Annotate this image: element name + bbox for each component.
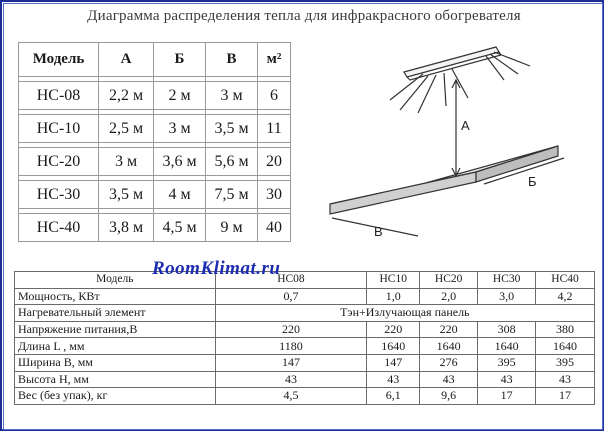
- table-cell: 2,2 м: [99, 82, 154, 110]
- table-cell: 147: [367, 354, 420, 371]
- floor-slab-top: [330, 146, 558, 204]
- dimension-table-header: [19, 43, 291, 77]
- table-cell: 7,5 м: [206, 181, 258, 209]
- row-label: Напряжение питания,В: [15, 321, 216, 338]
- table-cell: 6: [258, 82, 291, 110]
- table-cell: 40: [258, 214, 291, 242]
- radiation-ray: [390, 74, 423, 100]
- table-cell: 4,5 м: [154, 214, 206, 242]
- header-cell: НС20: [420, 272, 478, 289]
- table-cell: 4 м: [154, 181, 206, 209]
- header-cell: В: [206, 43, 258, 77]
- table-row: [15, 388, 595, 405]
- table-cell: 3,8 м: [99, 214, 154, 242]
- row-label: Вес (без упак), кг: [15, 388, 216, 405]
- table-cell: 43: [536, 371, 595, 388]
- table-cell: 11: [258, 115, 291, 143]
- table-row: [19, 148, 291, 176]
- table-row: [15, 338, 595, 355]
- table-cell: НС-20: [19, 148, 99, 176]
- table-cell: 1640: [536, 338, 595, 355]
- table-row: [19, 115, 291, 143]
- header-cell: Модель: [15, 272, 216, 289]
- table-cell: 380: [536, 321, 595, 338]
- table-cell: 3,0: [478, 288, 536, 305]
- header-cell: НС30: [478, 272, 536, 289]
- table-cell: 1640: [478, 338, 536, 355]
- spec-table-header: [15, 272, 595, 289]
- table-cell: 3 м: [99, 148, 154, 176]
- table-cell: 9 м: [206, 214, 258, 242]
- table-cell: НС-10: [19, 115, 99, 143]
- table-cell: 147: [215, 354, 367, 371]
- table-cell: 6,1: [367, 388, 420, 405]
- table-cell: 2,0: [420, 288, 478, 305]
- heater-diagram: [318, 38, 588, 243]
- header-cell: НС08: [215, 272, 367, 289]
- table-cell: 1640: [367, 338, 420, 355]
- radiation-ray: [444, 73, 446, 106]
- table-cell: 276: [420, 354, 478, 371]
- table-row: [15, 321, 595, 338]
- table-row: [19, 214, 291, 242]
- header-cell: Б: [154, 43, 206, 77]
- table-cell: 20: [258, 148, 291, 176]
- radiation-ray: [486, 56, 504, 80]
- table-cell: 43: [420, 371, 478, 388]
- table-cell: 308: [478, 321, 536, 338]
- table-row: [15, 288, 595, 305]
- table-cell: 43: [478, 371, 536, 388]
- table-cell: 3 м: [206, 82, 258, 110]
- table-cell: 4,2: [536, 288, 595, 305]
- table-cell: 220: [367, 321, 420, 338]
- header-cell: НС10: [367, 272, 420, 289]
- table-cell-merged: Тэн+Излучающая панель: [215, 305, 594, 322]
- spec-table: [14, 271, 595, 405]
- table-cell: 4,5: [215, 388, 367, 405]
- row-label: Мощность, КВт: [15, 288, 216, 305]
- table-row: [15, 371, 595, 388]
- header-cell: А: [99, 43, 154, 77]
- label-a: А: [461, 118, 470, 133]
- table-cell: 9,6: [420, 388, 478, 405]
- header-cell: м²: [258, 43, 291, 77]
- heater-bar: [404, 47, 499, 77]
- row-label: Высота Н, мм: [15, 371, 216, 388]
- watermark: RoomKlimat.ru: [152, 258, 281, 279]
- label-b: Б: [528, 174, 537, 189]
- table-cell: 0,7: [215, 288, 367, 305]
- table-cell: 3 м: [154, 115, 206, 143]
- row-label: Нагревательный элемент: [15, 305, 216, 322]
- table-cell: НС-40: [19, 214, 99, 242]
- radiation-ray: [490, 54, 518, 74]
- table-cell: 3,6 м: [154, 148, 206, 176]
- table-row: [19, 181, 291, 209]
- label-v: В: [374, 224, 383, 239]
- table-cell: 220: [420, 321, 478, 338]
- table-cell: 30: [258, 181, 291, 209]
- table-row: [15, 354, 595, 371]
- table-row: [15, 305, 595, 322]
- table-row: [19, 82, 291, 110]
- table-cell: 220: [215, 321, 367, 338]
- table-cell: 43: [215, 371, 367, 388]
- row-label: Длина L , мм: [15, 338, 216, 355]
- table-cell: 17: [536, 388, 595, 405]
- table-cell: 395: [536, 354, 595, 371]
- table-cell: 1,0: [367, 288, 420, 305]
- table-cell: 3,5 м: [206, 115, 258, 143]
- page-title: Диаграмма распределения тепла для инфракрасного обогревателя: [87, 8, 521, 24]
- table-cell: 395: [478, 354, 536, 371]
- table-cell: 43: [367, 371, 420, 388]
- row-label: Ширина В, мм: [15, 354, 216, 371]
- table-cell: 2,5 м: [99, 115, 154, 143]
- header-cell: НС40: [536, 272, 595, 289]
- table-cell: 1640: [420, 338, 478, 355]
- table-cell: 3,5 м: [99, 181, 154, 209]
- table-cell: 17: [478, 388, 536, 405]
- table-cell: 1180: [215, 338, 367, 355]
- table-cell: 5,6 м: [206, 148, 258, 176]
- radiation-ray: [494, 52, 530, 66]
- dimension-table: [18, 42, 291, 242]
- table-cell: НС-30: [19, 181, 99, 209]
- floor-slab-front: [330, 172, 476, 214]
- table-cell: 2 м: [154, 82, 206, 110]
- header-cell: Модель: [19, 43, 99, 77]
- table-cell: НС-08: [19, 82, 99, 110]
- radiation-ray: [418, 75, 436, 113]
